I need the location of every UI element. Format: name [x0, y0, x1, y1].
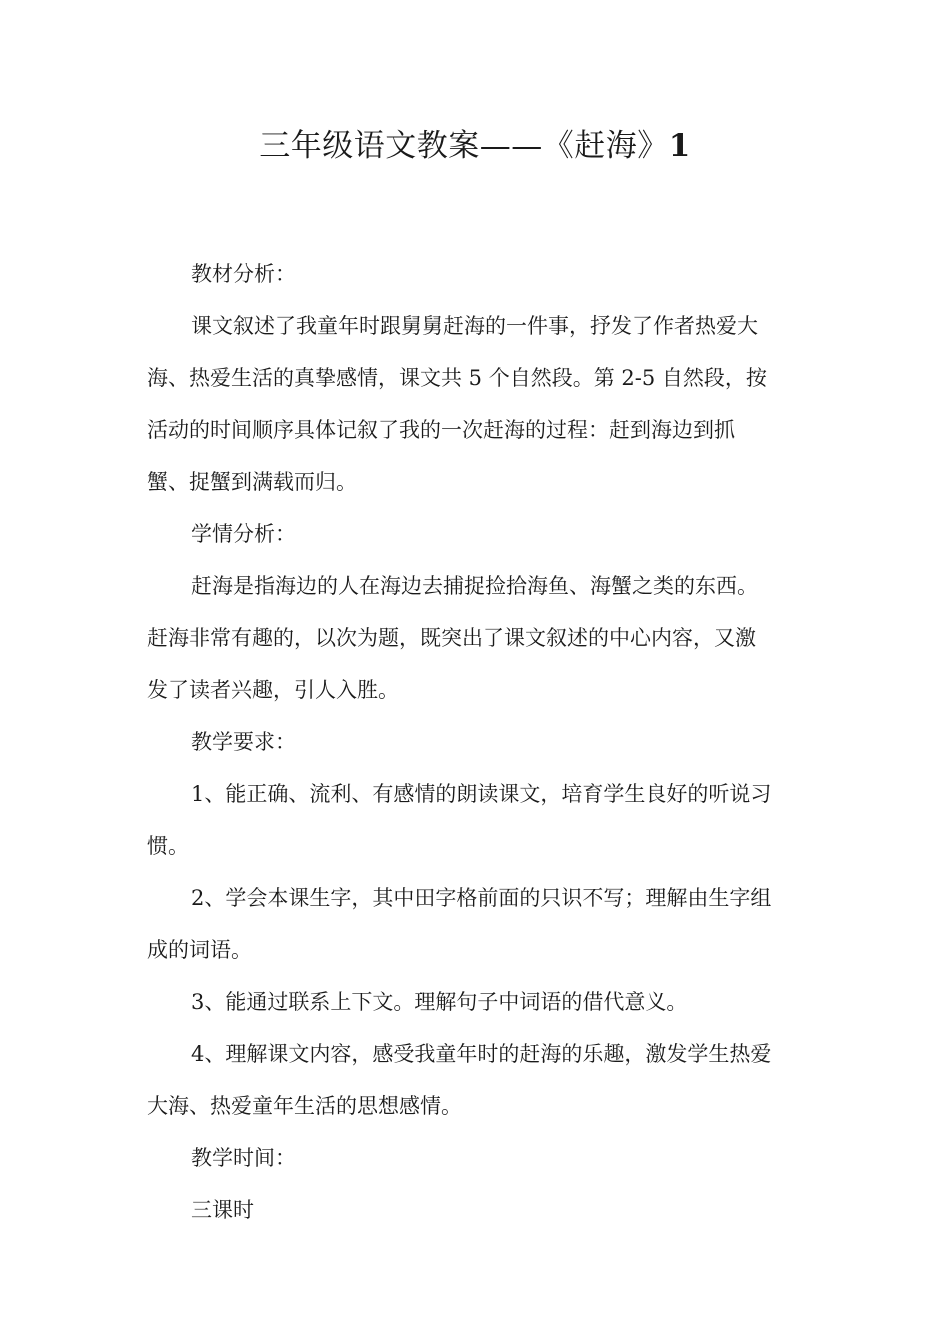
teaching-time-value: 三课时 — [191, 1198, 254, 1222]
text-line: 蟹、捉蟹到满载而归。 — [147, 470, 357, 494]
text-line: 大海、热爱童年生活的思想感情。 — [147, 1094, 462, 1118]
heading-teaching-time: 教学时间： — [191, 1146, 296, 1170]
title-text: 三年级语文教案——《赶海》 — [259, 128, 669, 164]
document-body — [147, 248, 807, 1236]
requirement-item-4: 4、理解课文内容，感受我童年时的赶海的乐趣，激发学生热爱 — [191, 1042, 772, 1066]
heading-textbook-analysis: 教材分析： — [191, 262, 296, 286]
document-title — [0, 126, 950, 166]
requirement-item-2: 2、学会本课生字，其中田字格前面的只识不写；理解由生字组 — [191, 886, 772, 910]
text-line: 课文叙述了我童年时跟舅舅赶海的一件事，抒发了作者热爱大 — [191, 314, 758, 338]
title-number: 1 — [668, 128, 691, 164]
requirement-item-1: 1、能正确、流利、有感情的朗读课文，培育学生良好的听说习 — [191, 782, 772, 806]
requirement-item-3: 3、能通过联系上下文。理解句子中词语的借代意义。 — [191, 990, 688, 1014]
text-line: 赶海是指海边的人在海边去捕捉捡拾海鱼、海蟹之类的东西。 — [191, 574, 758, 598]
text-line: 海、热爱生活的真挚感情，课文共 5 个自然段。第 2-5 自然段，按 — [147, 366, 767, 390]
heading-teaching-requirements: 教学要求： — [191, 730, 296, 754]
text-line: 发了读者兴趣，引人入胜。 — [147, 678, 399, 702]
heading-student-analysis: 学情分析： — [191, 522, 296, 546]
text-line: 惯。 — [147, 834, 189, 858]
text-line: 赶海非常有趣的，以次为题，既突出了课文叙述的中心内容，又激 — [147, 626, 756, 650]
text-line: 成的词语。 — [147, 938, 252, 962]
text-line: 活动的时间顺序具体记叙了我的一次赶海的过程：赶到海边到抓 — [147, 418, 735, 442]
